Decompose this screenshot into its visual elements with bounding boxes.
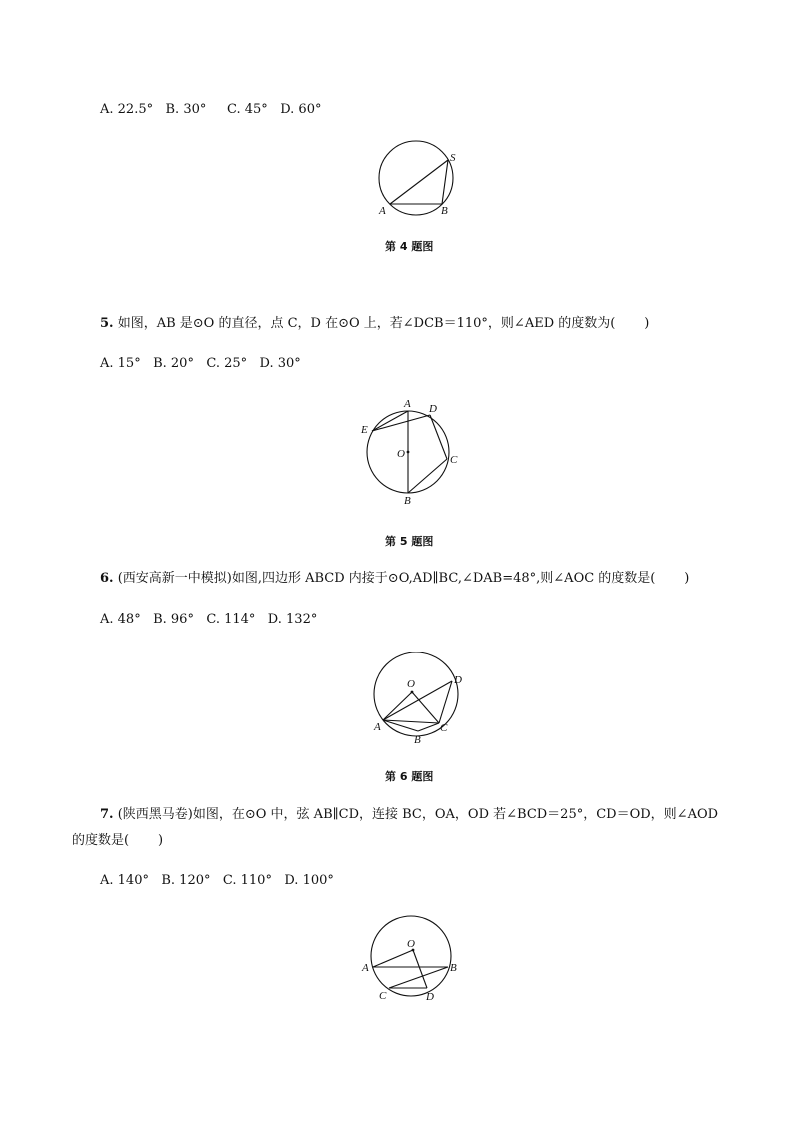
q7-figure: [358, 912, 468, 1008]
q6-options: A. 48° B. 96° C. 114° D. 132°: [100, 612, 318, 627]
q5-stem-line: [100, 315, 649, 333]
q5-label-c: C: [450, 454, 458, 466]
q4-label-a: A: [379, 205, 386, 217]
q4-label-b: B: [441, 205, 448, 217]
q5-number: 5.: [100, 316, 114, 331]
q5-label-b: B: [404, 495, 411, 507]
q7-label-a: A: [362, 962, 369, 974]
q6-stem-line: [100, 570, 689, 588]
q5-stem: 如图，AB 是⊙O 的直径，点 C，D 在⊙O 上，若∠DCB＝110°，则∠AED 的度数为( ): [117, 316, 650, 331]
q6-label-c: C: [440, 722, 448, 734]
q6-label-a: A: [374, 721, 381, 733]
q5-figure: [356, 395, 466, 507]
q5-options: A. 15° B. 20° C. 25° D. 30°: [100, 356, 301, 371]
q4-caption: 第 4 题图: [385, 240, 434, 253]
q6-label-d: D: [454, 674, 462, 686]
q7-circle: [371, 916, 451, 996]
q5-caption: 第 5 题图: [385, 535, 434, 548]
q5-chord-ed: [372, 415, 430, 431]
q7-stem: (陕西黑马卷)如图，在⊙O 中，弦 AB∥CD，连接 BC，OA，OD 若∠BCD＝25°，CD＝OD，则∠AOD: [117, 807, 719, 822]
q5-chord-dc: [430, 415, 447, 459]
q5-chord-ea: [372, 411, 408, 431]
q7-stem-cont: 的度数是( ): [72, 833, 164, 848]
q5-label-a: A: [404, 398, 411, 410]
q7-radius-od: [413, 950, 427, 988]
q6-stem: (西安高新一中模拟)如图,四边形 ABCD 内接于⊙O,AD∥BC,∠DAB=48°,则∠AOC 的度数是( ): [117, 571, 690, 586]
q7-number: 7.: [100, 807, 114, 822]
q6-radius-oc: [412, 692, 439, 723]
q6-label-b: B: [414, 734, 421, 746]
q7-stem-line: [100, 806, 718, 824]
q7-options: A. 140° B. 120° C. 110° D. 100°: [100, 873, 334, 888]
q4-figure: [370, 140, 470, 222]
q5-label-d: D: [429, 403, 437, 415]
q7-label-o: O: [407, 938, 415, 950]
q7-radius-oa: [373, 950, 413, 967]
q6-label-o: O: [407, 678, 415, 690]
q4-chord-as: [390, 160, 448, 204]
q6-figure: [366, 652, 472, 746]
q5-label-e: E: [361, 424, 368, 436]
q5-center-dot: [407, 451, 410, 454]
q4-label-s: S: [450, 152, 456, 164]
q6-number: 6.: [100, 571, 114, 586]
q4-options: A. 22.5° B. 30° C. 45° D. 60°: [100, 102, 322, 117]
q7-label-c: C: [379, 990, 387, 1002]
q6-side-bc: [418, 723, 439, 731]
q7-label-d: D: [426, 991, 434, 1003]
q6-center-dot: [411, 691, 414, 694]
q5-label-o: O: [397, 448, 405, 460]
q6-caption: 第 6 题图: [385, 770, 434, 783]
q7-label-b: B: [450, 962, 457, 974]
